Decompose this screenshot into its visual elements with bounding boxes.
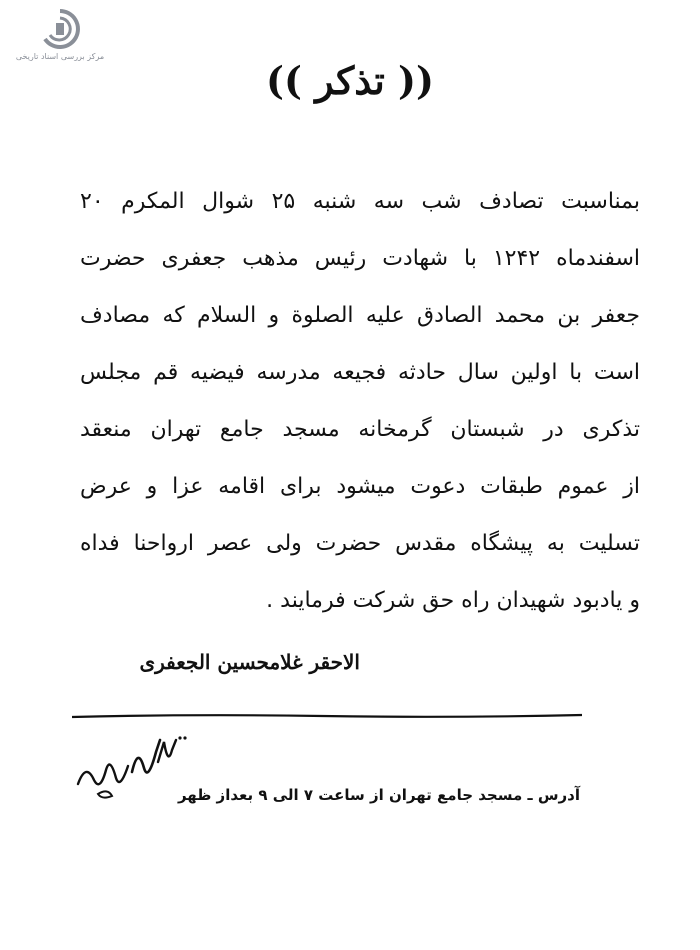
body-line: اسفندماه ۱۲۴۲ با شهادت رئیس مذهب جعفری حضرت [80, 246, 640, 271]
document-body [80, 182, 640, 638]
body-line: است با اولین سال حادثه فجیعه مدرسه فیضیه قم مجلس [80, 360, 640, 385]
body-line: بمناسبت تصادف شب سه شنبه ۲۵ شوال المکرم ۲۰ [80, 189, 640, 214]
logo-caption: مرکز بررسی اسناد تاریخی [15, 52, 105, 61]
body-line: تسلیت به پیشگاه مقدس حضرت ولی عصر ارواحنا فداه [80, 531, 640, 556]
signature-text: الاحقر غلامحسین الجعفری [139, 650, 360, 674]
archive-logo [10, 8, 110, 70]
body-line: تذکری در شبستان گرمخانه مسجد جامع تهران منعقد [80, 417, 640, 442]
body-line: و یادبود شهیدان راه حق شرکت فرمایند . [266, 588, 640, 613]
archive-logo-icon [36, 8, 84, 50]
body-line: از عموم طبقات دعوت میشود برای اقامه عزا و عرض [80, 474, 640, 499]
divider-line [72, 710, 582, 722]
address-line: آدرس ـ مسجد جامع تهران از ساعت ۷ الی ۹ بعداز ظهر [177, 786, 580, 804]
body-line: جعفر بن محمد الصادق علیه الصلوة و السلام که مصادف [80, 303, 640, 328]
document-title: (( تذکر )) [266, 58, 434, 103]
